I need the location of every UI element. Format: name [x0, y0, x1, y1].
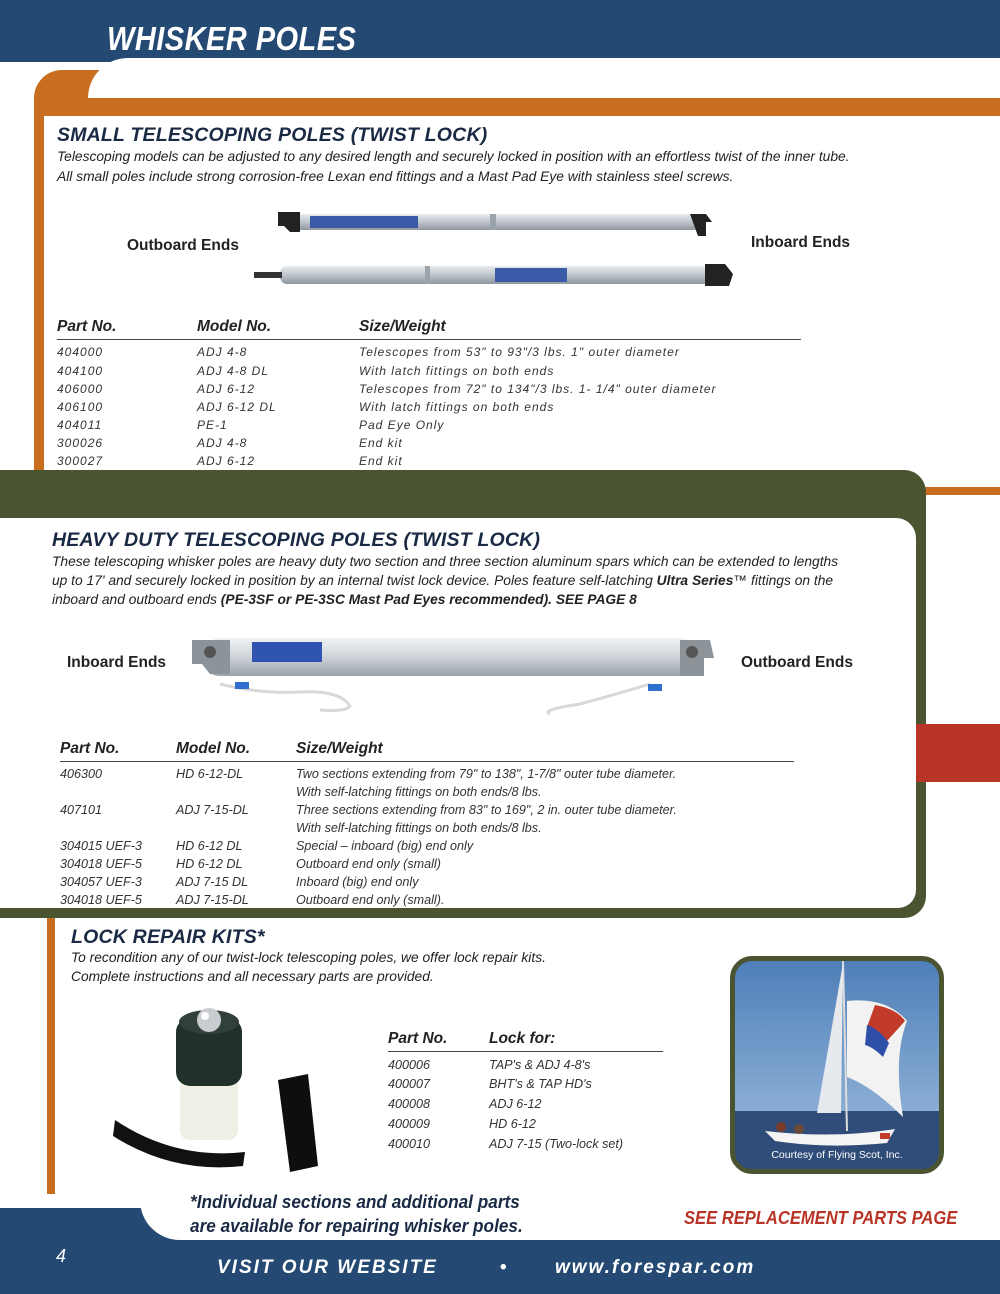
table-row [388, 1137, 663, 1157]
cell: ADJ 7-15-DL [176, 892, 249, 907]
cell: Telescopes from 72" to 134"/3 lbs. 1- 1/4" outer diameter [359, 381, 717, 396]
footer-note [190, 1190, 523, 1238]
desc-text: inboard and outboard ends [52, 592, 221, 607]
cell: With latch fittings on both ends [359, 363, 555, 378]
sailboat-photo [730, 956, 944, 1174]
cell: End kit [359, 453, 403, 468]
cell: ADJ 6-12 [197, 381, 256, 396]
table-row [57, 454, 801, 472]
cell: 304018 UEF-5 [60, 856, 142, 871]
table-row [388, 1077, 663, 1097]
small-outboard-label: Outboard Ends [127, 237, 239, 254]
page-number: 4 [56, 1246, 67, 1266]
visit-website-label: VISIT OUR WEBSITE [217, 1257, 438, 1278]
website-link[interactable]: www.forespar.com [555, 1257, 756, 1278]
small-poles-desc-1: Telescoping models can be adjusted to any desired length and securely locked in position with an effortless twist of the inner tube. [57, 149, 850, 164]
lock-kits-heading: LOCK REPAIR KITS* [71, 926, 265, 948]
cell: Two sections extending from 79" to 138", 1-7/8" outer tube diameter. [296, 767, 677, 781]
cell: ADJ 4-8 DL [197, 363, 270, 378]
footer-note-line-1: *Individual sections and additional parts [190, 1191, 520, 1212]
table-row [60, 857, 794, 875]
col-size-weight: Size/Weight [296, 740, 794, 762]
small-inboard-label: Inboard Ends [751, 234, 851, 251]
ultra-series-text: Ultra Series [656, 573, 734, 588]
col-model-no: Model No. [197, 318, 359, 340]
table-row [388, 1117, 663, 1137]
cell: With latch fittings on both ends [359, 399, 555, 414]
cell: ADJ 6-12 [489, 1096, 542, 1111]
heavy-poles-desc-3 [52, 590, 637, 610]
red-stub [916, 724, 1000, 782]
table-row [60, 821, 794, 839]
table-row [57, 340, 801, 364]
see-replacement-parts-link[interactable]: SEE REPLACEMENT PARTS PAGE [684, 1208, 958, 1228]
cell: With self-latching fittings on both ends/8 lbs. [296, 784, 542, 799]
cell: HD 6-12 DL [176, 856, 243, 871]
cell: ADJ 7-15 (Two-lock set) [489, 1136, 624, 1151]
pad-eye-recommendation: (PE-3SF or PE-3SC Mast Pad Eyes recommended). SEE PAGE 8 [220, 592, 637, 607]
small-poles-image [250, 202, 740, 302]
cell: 304015 UEF-3 [60, 838, 142, 853]
cell: 300026 [57, 435, 104, 450]
photo-caption: Courtesy of Flying Scot, Inc. [771, 1149, 903, 1161]
cell: Inboard (big) end only [296, 874, 419, 889]
col-model-no: Model No. [176, 740, 296, 762]
cell: ADJ 4-8 [197, 345, 248, 359]
table-row [57, 418, 801, 436]
cell: ADJ 6-12 [197, 453, 256, 468]
table-row [388, 1097, 663, 1117]
table-row [388, 1052, 663, 1077]
heavy-poles-desc-1: These telescoping whisker poles are heavy duty two section and three section aluminum spars which can be extended to lengths [52, 554, 839, 569]
cell: PE-1 [197, 417, 228, 432]
cell: 404000 [57, 345, 104, 359]
table-row [57, 436, 801, 454]
cell: HD 6-12-DL [176, 767, 244, 781]
lock-section-edge [47, 918, 55, 1194]
table-row [60, 762, 794, 785]
bullet-separator: • [500, 1257, 507, 1278]
cell: Three sections extending from 83" to 169", 2 in. outer tube diameter. [296, 802, 677, 817]
footer-note-line-2: are available for repairing whisker poles. [190, 1215, 523, 1236]
col-lock-for: Lock for: [489, 1030, 663, 1052]
table-row [60, 803, 794, 821]
table-row [60, 893, 794, 911]
cell: 300027 [57, 453, 104, 468]
lock-kits-table [388, 1030, 663, 1157]
cell [176, 821, 296, 839]
orange-section-edge [34, 100, 44, 500]
table-row [57, 382, 801, 400]
cell: 406100 [57, 399, 104, 414]
table-row [57, 364, 801, 382]
cell: Outboard end only (small) [296, 856, 441, 871]
cell: HD 6-12 [489, 1116, 536, 1131]
cell: Pad Eye Only [359, 417, 445, 432]
cell [176, 785, 296, 803]
cell: 404100 [57, 363, 104, 378]
cell: 400006 [388, 1058, 431, 1072]
cell: 400008 [388, 1096, 431, 1111]
header-curve [88, 58, 1000, 98]
desc-text: up to 17' and securely locked in position by an internal twist lock device. Poles feature self-latching [52, 573, 657, 588]
cell: 400010 [388, 1136, 431, 1151]
cell: 406300 [60, 767, 103, 781]
heavy-pole-image [180, 622, 720, 722]
cell: ADJ 7-15 DL [176, 874, 249, 889]
cell: ADJ 6-12 DL [197, 399, 277, 414]
col-part-no: Part No. [57, 318, 197, 340]
cell: 407101 [60, 802, 103, 817]
table-row [60, 875, 794, 893]
cell [60, 821, 176, 839]
table-row [60, 839, 794, 857]
cell: 404011 [57, 417, 103, 432]
cell: ADJ 4-8 [197, 435, 248, 450]
heavy-inboard-label: Inboard Ends [67, 654, 167, 671]
cell: Outboard end only (small). [296, 892, 445, 907]
lock-kit-image [110, 1000, 340, 1175]
table-row [57, 400, 801, 418]
cell: End kit [359, 435, 403, 450]
small-poles-table [57, 318, 801, 472]
cell: 400007 [388, 1076, 431, 1091]
small-poles-heading: SMALL TELESCOPING POLES (TWIST LOCK) [57, 124, 488, 146]
col-part-no: Part No. [388, 1030, 489, 1052]
col-size-weight: Size/Weight [359, 318, 801, 340]
small-poles-desc-2: All small poles include strong corrosion-free Lexan end fittings and a Mast Pad Eye with stainless steel screws. [57, 169, 734, 184]
cell: HD 6-12 DL [176, 838, 243, 853]
orange-stub [924, 487, 1000, 495]
cell: TAP's & ADJ 4-8's [489, 1058, 591, 1072]
cell [60, 785, 176, 803]
cell: 304018 UEF-5 [60, 892, 142, 907]
cell: Special – inboard (big) end only [296, 838, 474, 853]
cell: BHT's & TAP HD's [489, 1076, 592, 1091]
cell: 400009 [388, 1116, 431, 1131]
cell: 406000 [57, 381, 104, 396]
table-row [60, 785, 794, 803]
cell: ADJ 7-15-DL [176, 802, 249, 817]
col-part-no: Part No. [60, 740, 176, 762]
desc-text: ™ fittings on the [733, 573, 834, 588]
page-title: WHISKER POLES [107, 20, 357, 57]
lock-kits-desc-2: Complete instructions and all necessary parts are provided. [71, 969, 434, 984]
heavy-poles-table [60, 740, 794, 911]
cell: Telescopes from 53" to 93"/3 lbs. 1" outer diameter [359, 345, 680, 359]
heavy-poles-heading: HEAVY DUTY TELESCOPING POLES (TWIST LOCK) [52, 529, 541, 551]
cell: 304057 UEF-3 [60, 874, 142, 889]
sailboat-illustration [735, 961, 939, 1169]
lock-kits-desc-1: To recondition any of our twist-lock telescoping poles, we offer lock repair kits. [71, 950, 546, 965]
heavy-outboard-label: Outboard Ends [741, 654, 853, 671]
cell: With self-latching fittings on both ends/8 lbs. [296, 820, 542, 835]
heavy-poles-desc-2 [52, 571, 833, 591]
